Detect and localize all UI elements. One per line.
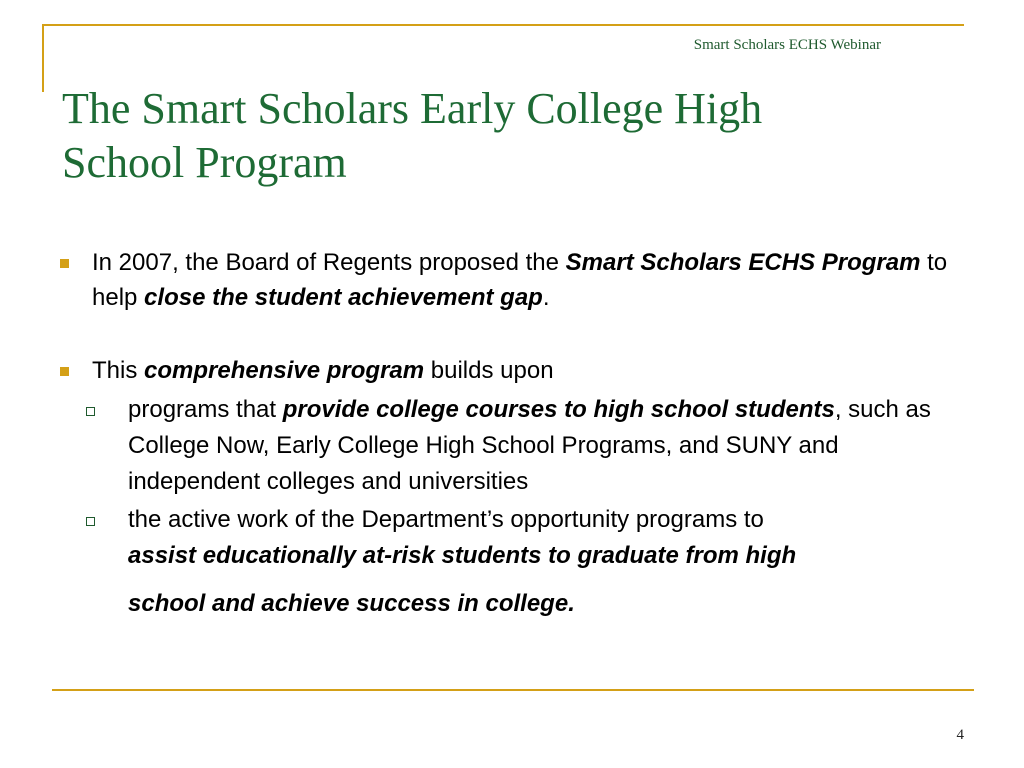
bullet-emphasis: comprehensive program (144, 357, 425, 384)
sub-bullet-item (128, 392, 960, 500)
sub-bullet-text: programs that (128, 396, 283, 423)
bullet-text: builds upon (424, 357, 554, 384)
sub-bullet-emphasis: school and achieve success in college. (128, 590, 575, 617)
title-line-2: School Program (62, 138, 347, 187)
slide-header: Smart Scholars ECHS Webinar (693, 37, 881, 53)
sub-bullet-text: the active work of the Department’s opportunity programs to (128, 506, 764, 533)
sub-bullet-emphasis: assist educationally at-risk students to graduate from high (128, 542, 797, 569)
square-bullet-icon (60, 367, 69, 376)
slide-title (62, 82, 922, 190)
slide-body (60, 245, 960, 628)
frame-left-rule (42, 24, 44, 92)
bullet-emphasis: close the student achievement gap (144, 284, 543, 311)
square-bullet-icon (60, 259, 69, 268)
bullet-item (60, 245, 960, 315)
hollow-square-bullet-icon (86, 517, 95, 526)
title-line-1: The Smart Scholars Early College High (62, 84, 763, 133)
bullet-text: to help (92, 249, 948, 311)
sub-bullet-text: , such as College Now, Early College High School Programs, and SUNY and independent colleges and universities (128, 396, 931, 495)
bullet-item (60, 353, 960, 388)
hollow-square-bullet-icon (86, 407, 95, 416)
bullet-text: In 2007, the Board of Regents proposed the (92, 249, 566, 276)
bullet-emphasis: Smart Scholars ECHS Program (565, 249, 921, 276)
sub-bullet-emphasis: provide college courses to high school students (282, 396, 835, 423)
page-number: 4 (956, 727, 964, 743)
bullet-text: This (92, 357, 145, 384)
frame-top-rule (42, 24, 964, 26)
bullet-text: . (542, 284, 550, 311)
sub-bullet-item (128, 502, 960, 628)
footer-rule (52, 689, 974, 691)
